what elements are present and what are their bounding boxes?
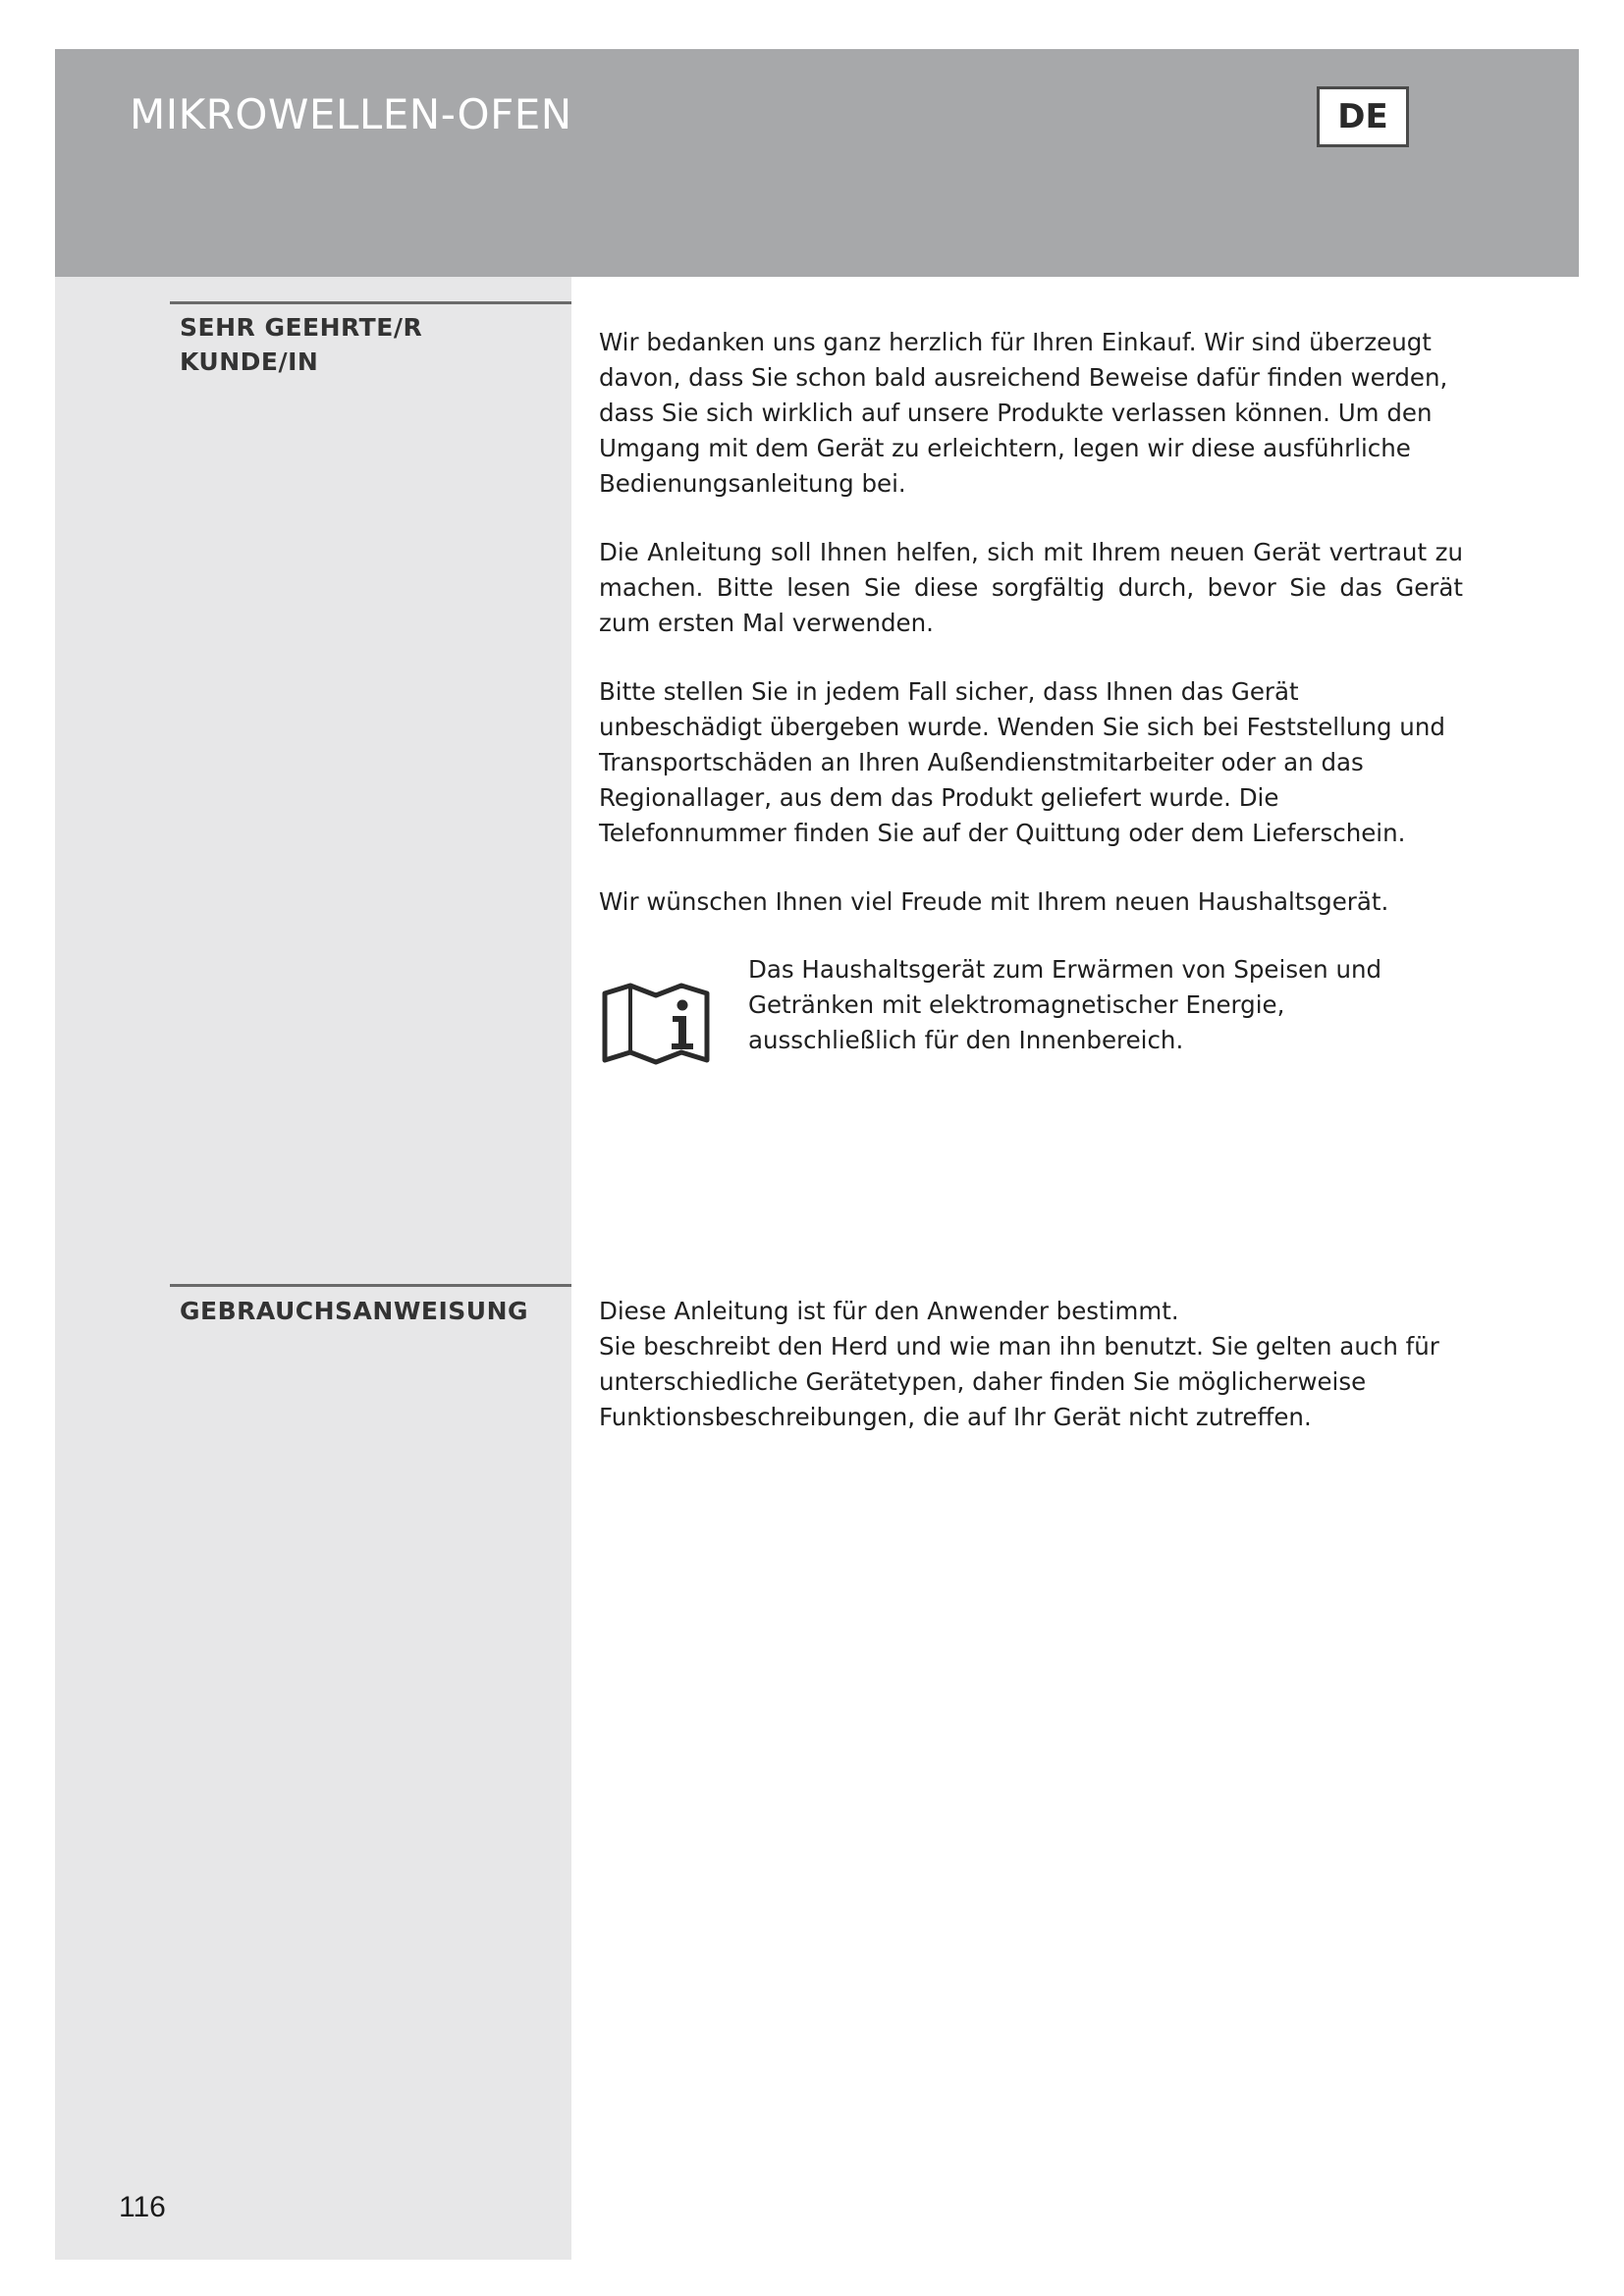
- section-heading-greeting: [180, 310, 422, 379]
- section-divider: [170, 301, 571, 304]
- info-note: [601, 952, 1465, 1070]
- instructions-line-1: Diese Anleitung ist für den Anwender bestimmt.: [599, 1297, 1179, 1325]
- instructions-line-2: Sie beschreibt den Herd und wie man ihn benutzt. Sie gelten auch für unterschiedliche Gerätetypen, daher finden Sie möglicherweise Funktionsbeschreibungen, die auf Ihr Gerät nicht zutreffen.: [599, 1332, 1439, 1431]
- greeting-paragraph-3: Bitte stellen Sie in jedem Fall sicher, dass Ihnen das Gerät unbeschädigt übergeben wurde. Wenden Sie sich bei Feststellung und Transportschäden an Ihren Außendienstmitarbeiter oder an das Regionallager, aus dem das Produkt geliefert wurde. Die Telefonnummer finden Sie auf der Quittung oder dem Lieferschein.: [599, 677, 1445, 847]
- language-badge: DE: [1317, 86, 1409, 147]
- left-sidebar: [55, 277, 571, 2260]
- manual-info-icon: [601, 982, 711, 1066]
- page-title: MIKROWELLEN-OFEN: [130, 90, 572, 138]
- greeting-heading-line-1: SEHR GEEHRTE/R: [180, 313, 423, 342]
- greeting-paragraph-1: Wir bedanken uns ganz herzlich für Ihren Einkauf. Wir sind überzeugt davon, dass Sie schon bald ausreichend Beweise dafür finden werden, dass Sie sich wirklich auf unsere Produkte verlassen können. Um den Umgang mit dem Gerät zu erleichtern, legen wir diese ausführliche Bedienungsanleitung bei.: [599, 328, 1448, 498]
- page-number: 116: [119, 2191, 166, 2223]
- info-note-text: Das Haushaltsgerät zum Erwärmen von Speisen und Getränken mit elektromagnetischer Energie, ausschließlich für den Innenbereich.: [748, 955, 1382, 1054]
- page-header: [55, 49, 1579, 277]
- greeting-paragraph-4: Wir wünschen Ihnen viel Freude mit Ihrem neuen Haushaltsgerät.: [599, 887, 1389, 916]
- greeting-body: [599, 325, 1463, 953]
- instructions-body: [599, 1294, 1463, 1435]
- greeting-heading-line-2: KUNDE/IN: [180, 347, 319, 376]
- section-heading-instructions: GEBRAUCHSANWEISUNG: [180, 1297, 529, 1325]
- greeting-paragraph-2: Die Anleitung soll Ihnen helfen, sich mit Ihrem neuen Gerät vertraut zu machen. Bitte lesen Sie diese sorgfältig durch, bevor Sie das Gerät zum ersten Mal verwenden.: [599, 538, 1463, 637]
- section-divider: [170, 1284, 571, 1287]
